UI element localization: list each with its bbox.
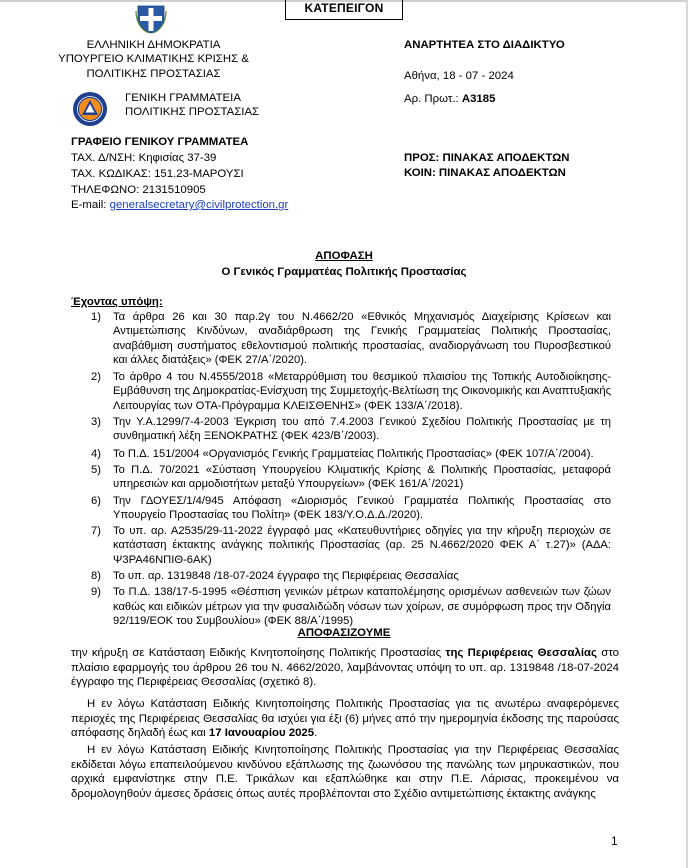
document-date: Αθήνα, 18 - 07 - 2024 <box>404 70 514 82</box>
list-item: 3) Την Υ.Α.1299/7-4-2003 Έγκριση του από 7.4.2003 Γενικού Σχεδίου Πολιτικής Προστασίας με τη συνθηματική λέξη ΞΕΝΟΚΡΑΤΗΣ (ΦΕΚ 423/Β΄/2003). <box>91 416 611 443</box>
address-line: ΤΑΧ. Δ/ΝΣΗ: Κηφισίας 37-39 <box>71 152 217 164</box>
protocol-label: Αρ. Πρωτ.: <box>404 93 462 105</box>
considerations-list <box>91 310 611 628</box>
list-item: 8) Το υπ. αρ. 1319848 /18-07-2024 έγγραφο της Περιφέρειας Θεσσαλίας <box>91 570 459 583</box>
ministry-line: ΠΟΛΙΤΙΚΗΣ ΠΡΟΣΤΑΣΙΑΣ <box>86 67 221 80</box>
email-link[interactable]: generalsecretary@civilprotection.gr <box>109 199 289 211</box>
urgent-box: ΚΑΤΕΠΕΙΓΟΝ <box>285 0 403 20</box>
secretariat-line: ΠΟΛΙΤΙΚΗΣ ΠΡΟΣΤΑΣΙΑΣ <box>125 106 260 119</box>
phone-line: ΤΗΛΕΦΩΝΟ: 2131510905 <box>71 184 206 196</box>
list-item: 5) Το Π.Δ. 70/2021 «Σύσταση Υπουργείου Κλιματικής Κρίσης & Πολιτικής Προστασίας, μεταφορά υπηρεσιών και αρμοδιοτήτων μεταξύ Υπουργείων» (ΦΕΚ 161/Α΄/2021) <box>91 463 611 491</box>
decision-paragraph-3: Η εν λόγω Κατάσταση Ειδικής Κινητοποίησης Πολιτικής Προστασίας για την Περιφέρειας Θεσσαλίας εκδίδεται λόγω επαπειλούμενου κινδύνου εξάπλωσης της ζωωνόσου της πανώλης των μηρυκαστικών, που αρχικά εμφανίστηκε στην Π.Ε. Τρικάλων και εξαπλώθηκε και στην Π.Ε. Λάρισας, προκειμένου να δρομολογηθούν άμεσες δράσεις όπως αυτές προβλέπονται στο Σχέδιο αντιμετώπισης έκτακτης ανάγκης <box>71 744 619 800</box>
postcode-line: ΤΑΧ. ΚΩΔΙΚΑΣ: 151.23-ΜΑΡΟΥΣΙ <box>71 168 244 180</box>
ministry-block <box>56 38 251 81</box>
ministry-line: ΥΠΟΥΡΓΕΙΟ ΚΛΙΜΑΤΙΚΗΣ ΚΡΙΣΗΣ & <box>58 53 249 66</box>
secretariat-line: ΓΕΝΙΚΗ ΓΡΑΜΜΑΤΕΙΑ <box>125 92 241 104</box>
secretariat-block <box>125 91 259 120</box>
decision-paragraph-1: την κήρυξη σε Κατάσταση Ειδικής Κινητοποίησης Πολιτικής Προστασίας της Περιφέρειας Θεσσαλίας στο πλαίσιο εφαρμογής του άρθρου 26 του Ν. 4662/2020, λαμβάνοντας υπόψη το υπ. αρ. 1319848 /18-07-2024 έγγραφο της Περιφέρειας Θεσσαλίας (σχετικό 8). <box>71 647 619 689</box>
list-item: 1) Τα άρθρα 26 και 30 παρ.2γ του Ν.4662/20 «Εθνικός Μηχανισμός Διαχείρισης Κρίσεων και Αντιμετώπισης Κινδύνων, αναδιάρθρωση της Γενικής Γραμματείας Πολιτικής Προστασίας, αναβάθμιση συστήματος εθελοντισμού πολιτικής προστασίας, αναδιοργάνωση του Πυροσβεστικού και άλλες διατάξεις» (ΦΕΚ 27/Α΄/2020). <box>91 311 611 366</box>
office-name: ΓΡΑΦΕΙΟ ΓΕΝΙΚΟΥ ΓΡΑΜΜΑΤΕΑ <box>71 136 249 148</box>
considerations-heading: Έχοντας υπόψη: <box>71 296 163 308</box>
list-item: 6) Την ΓΔΟΥΕΣ/1/4/945 Απόφαση «Διορισμός Γενικού Γραμματέα Πολιτικής Προστασίας στο Υπουργείο Προστασίας του Πολίτη» (ΦΕΚ 183/Υ.Ο.Δ.Δ./2020). <box>91 494 611 521</box>
decision-title: ΑΠΟΦΑΣΗ <box>315 250 373 262</box>
protocol-number: Α3185 <box>461 93 496 105</box>
decide-heading: ΑΠΟΦΑΣΙΖΟΥΜΕ <box>297 627 391 639</box>
list-item: 2) Το άρθρο 4 του Ν.4555/2018 «Μεταρρύθμιση του θεσμικού πλαισίου της Τοπικής Αυτοδιοίκησης-Εμβάθυνση της Δημοκρατίας-Ενίσχυση της Συμμετοχής-Βελτίωση της Οικονομικής και Αναπτυξιακής Λειτουργίας των ΟΤΑ-Πρόγραμμα ΚΛΕΙΣΘΕΝΗΣ» (ΦΕΚ 133/Α΄/2018). <box>91 371 611 412</box>
ministry-line: ΕΛΛΗΝΙΚΗ ΔΗΜΟΚΡΑΤΙΑ <box>86 39 221 51</box>
list-item: 4) Το Π.Δ. 151/2004 «Οργανισμός Γενικής Γραμματείας Πολιτικής Προστασίας» (ΦΕΚ 107/Α΄/2004). <box>91 447 594 460</box>
page-number: 1 <box>611 834 618 848</box>
recipients-to: ΠΡΟΣ: ΠΙΝΑΚΑΣ ΑΠΟΔΕΚΤΩΝ <box>404 152 570 164</box>
email-label: E-mail: <box>71 199 110 211</box>
decision-subtitle: Ο Γενικός Γραμματέας Πολιτικής Προστασίας <box>221 266 467 278</box>
recipients-cc: ΚΟΙΝ: ΠΙΝΑΚΑΣ ΑΠΟΔΕΚΤΩΝ <box>404 167 566 179</box>
greek-emblem-icon <box>135 2 167 34</box>
protocol-line <box>404 92 495 106</box>
post-online-label: ΑΝΑΡΤΗΤΕΑ ΣΤΟ ΔΙΑΔΙΚΤΥΟ <box>404 39 565 51</box>
list-item: 7) Το υπ. αρ. Α2535/29-11-2022 έγγραφό μας «Κατευθυντήριες οδηγίες για την κήρυξη περιοχών σε κατάσταση έκτακτης ανάγκης πολιτικής Προστασίας (αρ. 25 Ν.4662/2020 ΦΕΚ Α΄ τ.27)» (ΑΔΑ: Ψ3ΡΑ46ΝΠΙΘ-6ΑΚ) <box>91 525 611 566</box>
civil-protection-logo-icon <box>72 91 108 127</box>
email-line <box>71 198 288 212</box>
list-item: 9) Το Π.Δ. 138/17-5-1995 «Θέσπιση γενικών μέτρων καταπολέμησης ορισμένων ασθενειών των ζώων καθώς και ειδικών μέτρων για την φυσαλιδώδη νόσων των χοίρων, σε συμόρφωση προς την Οδηγία 92/119/ΕΟΚ του Συμβουλίου» (ΦΕΚ 88/Α΄/1995) <box>91 586 611 627</box>
decision-paragraph-2: Η εν λόγω Κατάσταση Ειδικής Κινητοποίησης Πολιτικής Προστασίας για τις ανωτέρω αναφερόμενες περιοχές της Περιφέρειας Θεσσαλίας θα ισχύει για έξι (6) μήνες από την ημερομηνία έκδοσης της παρούσας απόφασης δηλαδή έως και 17 Ιανουαρίου 2025. <box>71 698 619 740</box>
